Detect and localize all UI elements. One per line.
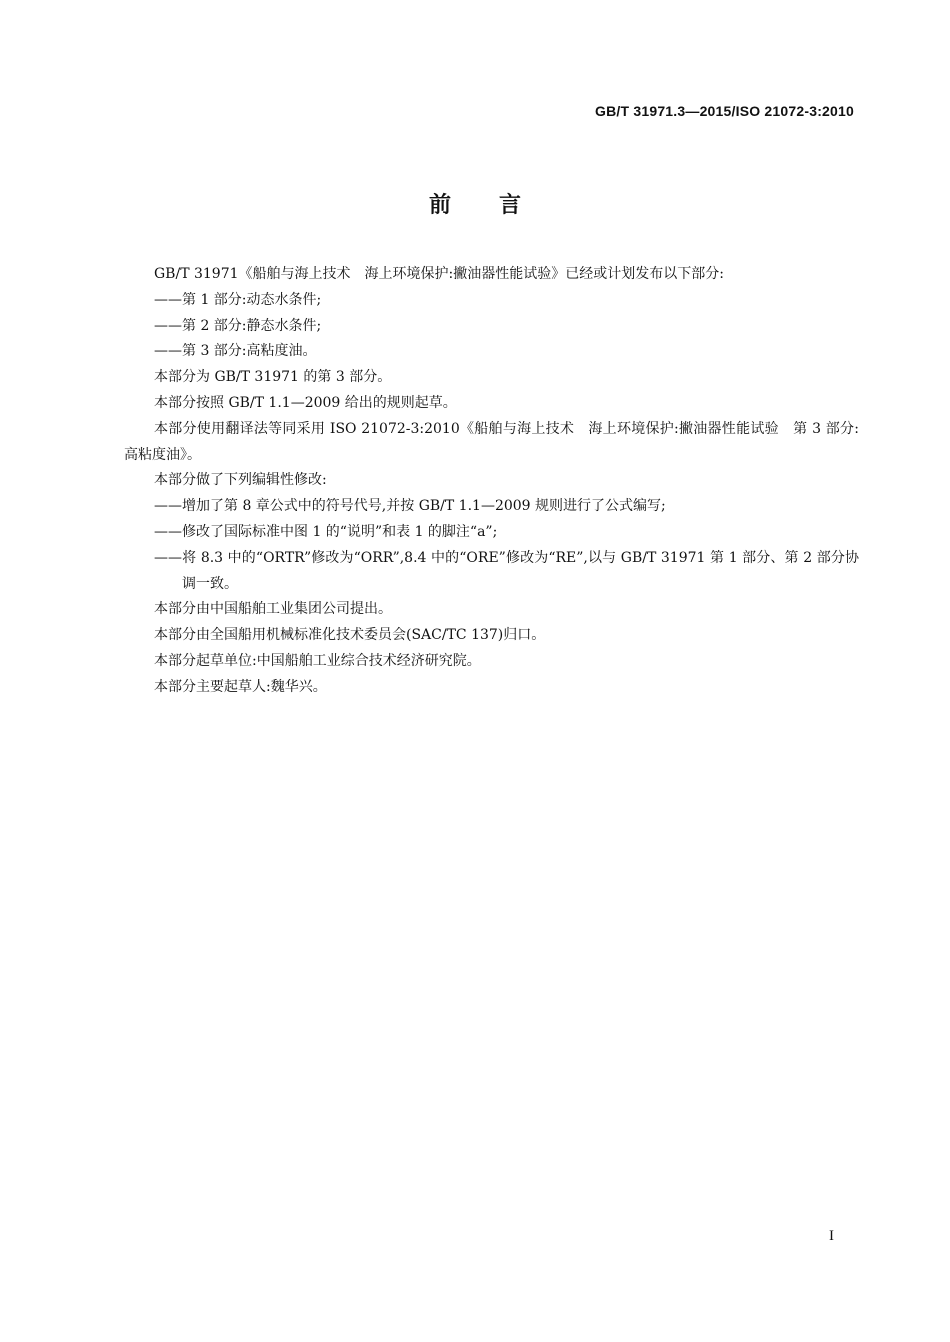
list-item-edit-2: ——修改了国际标准中图 1 的“说明”和表 1 的脚注“a”; xyxy=(154,523,498,540)
paragraph-edits-intro: 本部分做了下列编辑性修改: xyxy=(154,472,327,489)
page-number: I xyxy=(829,1228,834,1244)
paragraph-series-intro: GB/T 31971《船舶与海上技术 海上环境保护:撇油器性能试验》已经或计划发布以下部分: xyxy=(154,266,724,282)
standard-number-header: GB/T 31971.3—2015/ISO 21072-3:2010 xyxy=(595,103,854,119)
paragraph-drafting-unit: 本部分起草单位:中国船舶工业综合技术经济研究院。 xyxy=(154,652,481,669)
paragraph-proposed-by: 本部分由中国船舶工业集团公司提出。 xyxy=(154,601,392,618)
title-char-1: 前 xyxy=(428,193,451,218)
list-item-edit-1: ——增加了第 8 章公式中的符号代号,并按 GB/T 1.1—2009 规则进行了公式编写; xyxy=(154,498,666,515)
paragraph-administered-by: 本部分由全国船用机械标准化技术委员会(SAC/TC 137)归口。 xyxy=(154,627,546,644)
list-item-part-3: ——第 3 部分:高粘度油。 xyxy=(154,343,317,360)
title-char-2: 言 xyxy=(499,193,522,218)
paragraph-adoption: 本部分使用翻译法等同采用 ISO 21072-3:2010《船舶与海上技术 海上环境保护:撇油器性能试验 第 3 部分:高粘度油》。 xyxy=(124,420,859,463)
paragraph-drafters: 本部分主要起草人:魏华兴。 xyxy=(154,678,327,695)
list-item-edit-3: ——将 8.3 中的“ORTR”修改为“ORR”,8.4 中的“ORE”修改为“RE”,以与 GB/T 31971 第 1 部分、第 2 部分协调一致。 xyxy=(154,549,859,592)
foreword-body xyxy=(124,262,859,701)
page-title xyxy=(0,188,950,219)
paragraph-drafting-rules: 本部分按照 GB/T 1.1—2009 给出的规则起草。 xyxy=(154,394,457,411)
list-item-part-1: ——第 1 部分:动态水条件; xyxy=(154,291,322,308)
paragraph-part-statement: 本部分为 GB/T 31971 的第 3 部分。 xyxy=(154,369,392,386)
list-item-part-2: ——第 2 部分:静态水条件; xyxy=(154,317,322,334)
